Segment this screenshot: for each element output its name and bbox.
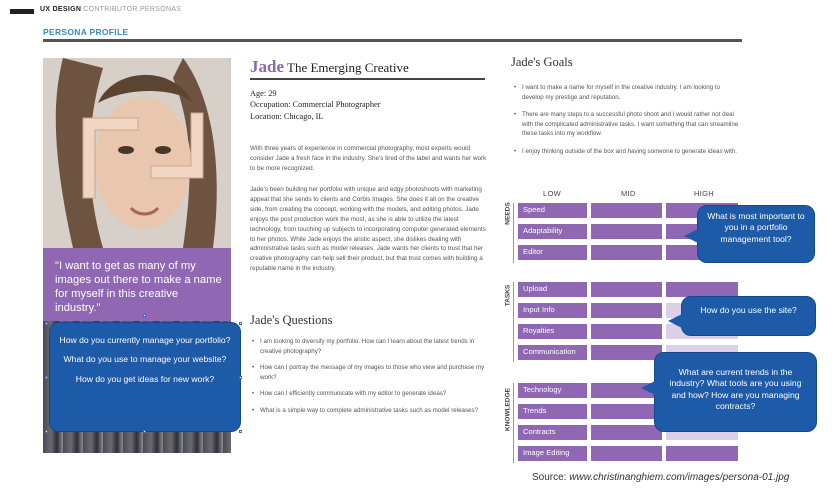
brand-title: UX DESIGN — [40, 6, 82, 13]
grid-cell-low — [518, 282, 587, 297]
questions-list — [252, 337, 488, 422]
selection-handle[interactable] — [239, 376, 242, 379]
grid-cell-mid — [591, 425, 662, 440]
tasks-bracket — [513, 282, 514, 362]
grid-cell-mid — [591, 324, 662, 339]
grid-cell-mid — [591, 345, 662, 360]
persona-location: Location: Chicago, IL — [250, 111, 324, 121]
category-tasks: TASKS — [504, 284, 512, 307]
question-item: • I am looking to diversify my portfolio. How can I learn about the latest trends in creative photography? — [252, 337, 488, 356]
grid-row — [518, 282, 738, 297]
grid-cell-mid — [591, 245, 662, 260]
grid-row-label: Adaptability — [523, 226, 563, 235]
callout-top-right — [697, 205, 815, 263]
callout-tail — [684, 229, 698, 243]
selection-handle[interactable] — [143, 314, 146, 317]
grid-cell-mid — [591, 203, 662, 218]
grid-row-label: Upload — [523, 284, 548, 293]
grid-cell-mid — [591, 224, 662, 239]
knowledge-bracket — [513, 383, 514, 463]
callout-text: How do you use the site? — [700, 305, 797, 315]
grid-cell-mid — [591, 303, 662, 318]
persona-bio-detail: Jade's been building her portfolio with unique and edgy photoshoots with marketing appeal that she sends to clients and Corbis Images. She does it all on the creative side, from creating the concept, working with the models, and editing photos. Jade enjoys the post production work the most, as she is able to utilize the latest technology, from touching up subjects to incorporating computer generated elements to her photos. While Jade enjoys the aristic aspect, she dislikes dealing with administrative tasks such as model releases. Jade wants her clients to trust that her creative photography can help sell their product, but that trust comes with building a reputable name in the industry. — [250, 186, 486, 273]
selection-handle[interactable] — [239, 322, 242, 325]
callout-text: What are current trends in the industry? What tools are you using and how? How are you managing contracts? — [669, 367, 802, 411]
grid-cell-low — [518, 224, 587, 239]
grid-cell-low — [518, 404, 587, 419]
persona-divider — [250, 78, 485, 80]
grid-row — [518, 446, 738, 461]
callout-bottom-right — [654, 352, 817, 432]
persona-photo — [43, 58, 231, 248]
grid-cell-low — [518, 303, 587, 318]
persona-occupation: Occupation: Commercial Photographer — [250, 100, 381, 110]
grid-row-label: Technology — [523, 385, 562, 394]
grid-cell-low — [518, 203, 587, 218]
grid-cell-low — [518, 245, 587, 260]
grid-cell-low — [518, 446, 587, 461]
source-credit — [532, 472, 789, 483]
selection-handle[interactable] — [45, 376, 48, 379]
source-label: Source: — [532, 472, 567, 483]
section-title: PERSONA PROFILE — [43, 27, 129, 37]
question-item: • How can I efficiently communicate with my editor to generate ideas? — [252, 389, 488, 399]
questions-heading: Jade's Questions — [250, 313, 333, 327]
selection-handle[interactable] — [45, 322, 48, 325]
selection-handle[interactable] — [239, 430, 242, 433]
persona-bio-intro: With three years of experience in commercial photography, most experts would consider Jade a fresh face in the industry. She's tired of the label and wants her work to be more recognized. — [250, 145, 487, 172]
grid-cell-mid — [591, 446, 662, 461]
column-header-mid: MID — [621, 189, 636, 198]
grid-cell-low — [518, 345, 587, 360]
selection-handle[interactable] — [45, 430, 48, 433]
grid-cell-low — [518, 324, 587, 339]
category-needs: NEEDS — [504, 202, 512, 225]
grid-row-label: Contracts — [523, 427, 556, 436]
grid-cell-mid — [591, 282, 662, 297]
callout-question: How do you get ideas for new work? — [75, 373, 215, 384]
brand-bar — [10, 9, 34, 14]
question-item: • What is a simple way to complete administrative tasks such as model releases? — [252, 406, 488, 416]
grid-cell-high — [666, 282, 738, 297]
grid-cell-low — [518, 383, 587, 398]
question-item: • How can I portray the message of my images to those who view and purchase my work? — [252, 363, 488, 382]
persona-name: Jade — [250, 57, 284, 76]
column-header-high: HIGH — [694, 189, 714, 198]
selection-handle[interactable] — [143, 430, 146, 433]
callout-text: What is most important to you in a portfolio management tool? — [707, 211, 805, 244]
category-knowledge: KNOWLEDGE — [504, 388, 512, 431]
brand — [40, 6, 181, 13]
grid-row-label: Speed — [523, 205, 545, 214]
source-url[interactable]: www.christinanghiem.com/images/persona-01.jpg — [569, 472, 790, 483]
grid-row-label: Royalties — [523, 326, 555, 335]
grid-cell-mid — [591, 404, 662, 419]
goal-item: • I enjoy thinking outside of the box and having someone to generate ideas with. — [514, 147, 740, 157]
goals-heading: Jade's Goals — [511, 55, 573, 69]
callout-tail — [668, 314, 682, 328]
column-header-low: LOW — [543, 189, 561, 198]
callout-tail — [641, 381, 655, 395]
persona-facts — [250, 88, 380, 122]
grid-row-label: Editor — [523, 247, 543, 256]
grid-row-label: Image Editing — [523, 448, 570, 457]
needs-bracket — [513, 203, 514, 263]
callout-mid-right — [681, 296, 816, 336]
callout-question: What do you use to manage your website? — [63, 354, 227, 365]
persona-age: Age: 29 — [250, 89, 277, 98]
persona-quote: "I want to get as many of my images out there to make a name for myself in this creative industry." — [55, 260, 222, 314]
grid-row-label: Trends — [523, 406, 547, 415]
grid-row-label: Communication — [523, 347, 576, 356]
goal-item: • There are many steps to a successful photo shoot and I would rather not deal with the complicated administrative tasks. I want something that can streamline these tasks into my workflow. — [514, 110, 740, 139]
callout-question: How do you currently manage your portfolio? — [59, 335, 231, 345]
callout-left — [49, 322, 241, 432]
grid-row-label: Input Info — [523, 305, 555, 314]
grid-cell-low — [518, 425, 587, 440]
header-divider — [43, 39, 742, 42]
goal-item: • I want to make a name for myself in the creative industry. I am looking to develop my prestige and reputation. — [514, 83, 740, 102]
persona-title: The Emerging Creative — [287, 60, 409, 75]
grid-cell-high — [666, 446, 738, 461]
brand-subtitle: CONTRIBUTOR PERSONAS — [83, 6, 182, 13]
goals-list — [514, 83, 740, 164]
persona-photo-illustration — [43, 58, 231, 248]
